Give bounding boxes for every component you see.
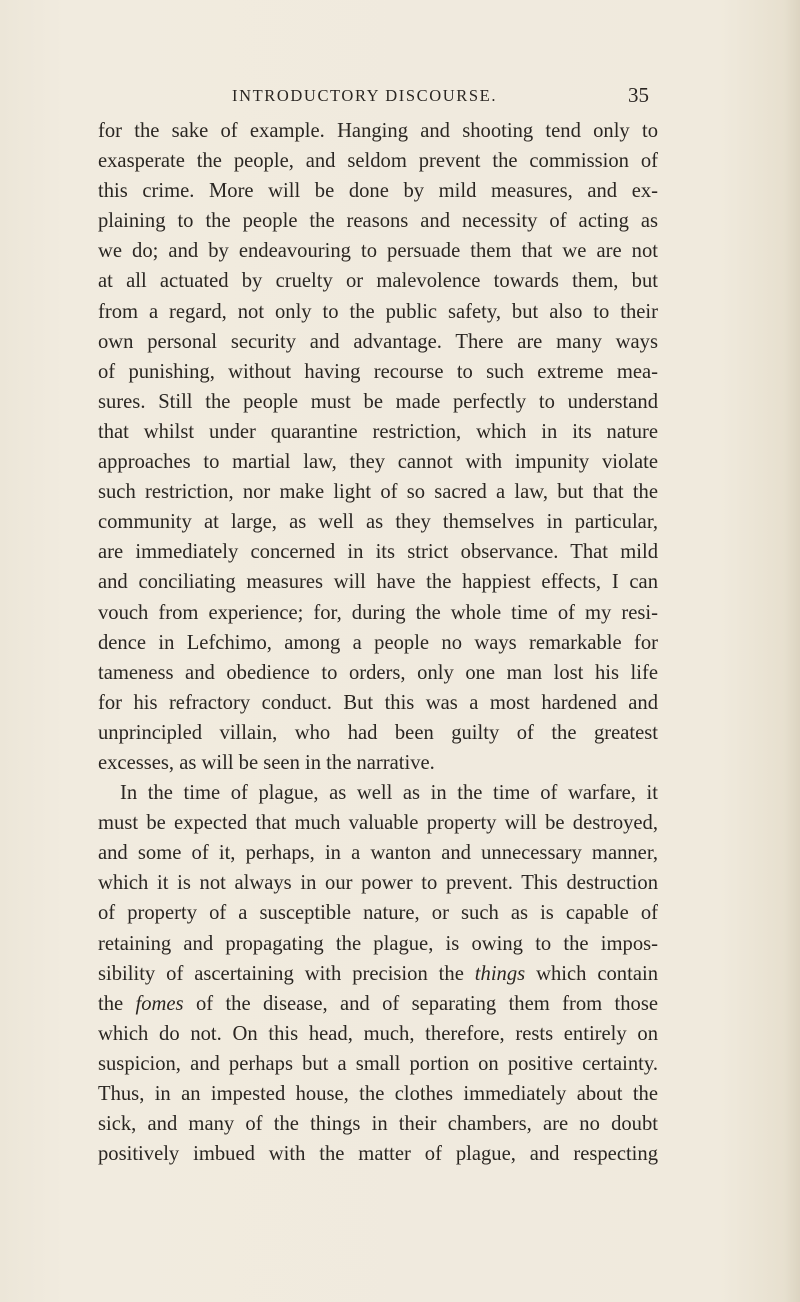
page-number: 35 [628, 83, 649, 107]
running-title: INTRODUCTORY DISCOURSE. [232, 86, 498, 105]
text-line: we do; and by endeavouring to persuade them that we are not [98, 240, 658, 263]
text-line: for the sake of example. Hanging and shooting tend only to [98, 120, 658, 142]
text-line: tameness and obedience to orders, only one man lost his life [98, 661, 658, 684]
text-line: this crime. More will be done by mild measures, and ex- [98, 180, 658, 203]
italic-word: things [474, 962, 526, 985]
text-line: such restriction, nor make light of so sacred a law, but that the [98, 481, 658, 504]
text-line: dence in Lefchimo, among a people no ways remarkable for [98, 631, 658, 654]
text-line: of property of a susceptible nature, or such as is capable of [98, 902, 658, 925]
paragraph-end-line: excesses, as will be seen in the narrative. [98, 751, 435, 774]
text-line: which it is not always in our power to prevent. This destruction [98, 872, 658, 895]
text-line: sures. Still the people must be made perfectly to understand [98, 390, 658, 413]
text-line: suspicion, and perhaps but a small portion on positive certainty. [98, 1052, 658, 1075]
text-line: sibility of ascertaining with precision the things which contain [98, 962, 658, 985]
italic-word: fomes [135, 992, 184, 1015]
body-text [98, 116, 658, 1169]
text-line: the fomes of the disease, and of separating them from those [98, 992, 658, 1015]
text-line: at all actuated by cruelty or malevolence towards them, but [98, 270, 658, 293]
text-line: Thus, in an impested house, the clothes immediately about the [98, 1083, 658, 1105]
text-line: are immediately concerned in its strict observance. That mild [98, 541, 658, 564]
text-line: of punishing, without having recourse to such extreme mea- [98, 360, 658, 383]
text-line: and some of it, perhaps, in a wanton and unnecessary manner, [98, 842, 658, 865]
text-line: exasperate the people, and seldom prevent the commission of [98, 150, 658, 173]
text-line: retaining and propagating the plague, is owing to the impos- [98, 932, 658, 955]
text-line: which do not. On this head, much, therefore, rests entirely on [98, 1022, 658, 1045]
page-header [0, 83, 800, 116]
text-line: that whilst under quarantine restriction, which in its nature [98, 420, 658, 443]
text-line: for his refractory conduct. But this was a most hardened and [98, 691, 658, 714]
text-line: sick, and many of the things in their chambers, are no doubt [98, 1113, 658, 1136]
text-line: unprincipled villain, who had been guilty of the greatest [98, 721, 658, 744]
paragraph-start-line: In the time of plague, as well as in the time of warfare, it [120, 782, 658, 805]
text-line: from a regard, not only to the public safety, but also to their [98, 300, 658, 323]
text-line: community at large, as well as they themselves in particular, [98, 511, 658, 534]
text-line: must be expected that much valuable property will be destroyed, [98, 812, 658, 835]
text-line: positively imbued with the matter of plague, and respecting [98, 1143, 658, 1166]
text-line: vouch from experience; for, during the whole time of my resi- [98, 601, 658, 624]
text-line: plaining to the people the reasons and necessity of acting as [98, 210, 658, 233]
text-line: own personal security and advantage. There are many ways [98, 330, 658, 353]
text-line: approaches to martial law, they cannot with impunity violate [98, 451, 658, 474]
text-line: and conciliating measures will have the happiest effects, I can [98, 571, 658, 594]
